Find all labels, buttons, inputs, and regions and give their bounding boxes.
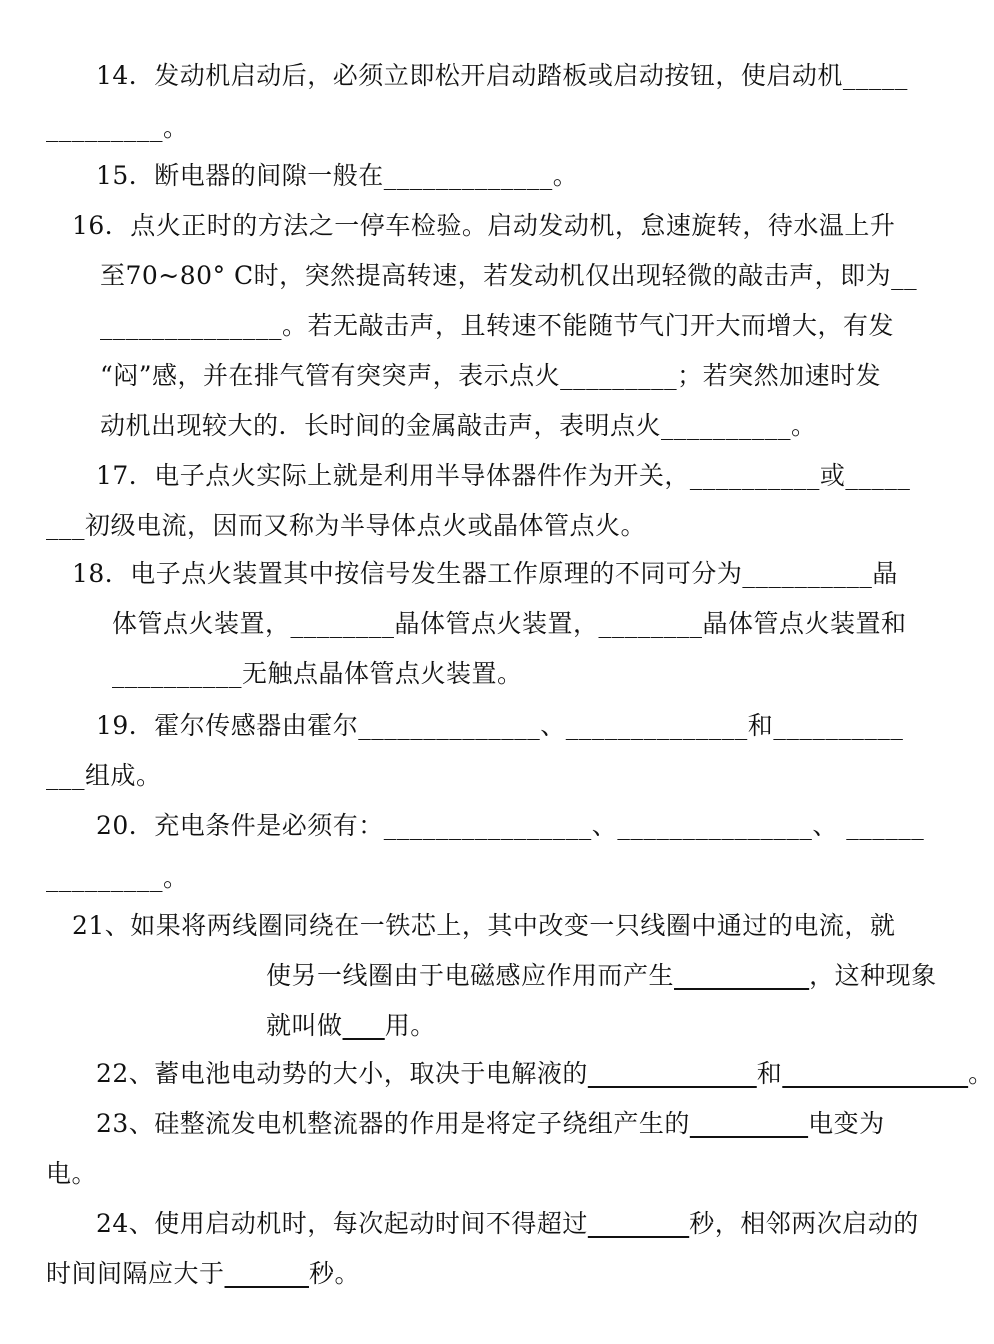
q23-text-a: 23、硅整流发电机整流器的作用是将定子绕组产生的 [96, 1109, 690, 1138]
q16-line2: 至70~80° C时，突然提高转速，若发动机仅出现轻微的敲击声，即为__ [100, 261, 918, 290]
q18-line1: 18．电子点火装置其中按信号发生器工作原理的不同可分为__________晶 [72, 559, 898, 588]
q21-text-d: 用。 [384, 1011, 436, 1040]
q22-text-b: 和 [756, 1059, 783, 1088]
q24-blank-1[interactable] [588, 1209, 689, 1238]
q16-line3: ______________。若无敲击声，且转速不能随节气门开大而增大，有发 [100, 311, 895, 340]
q22-blank-1[interactable] [588, 1059, 757, 1088]
q22-line1 [96, 1058, 994, 1090]
q24-line1 [96, 1208, 919, 1240]
q21-blank-1[interactable] [674, 961, 809, 990]
q24-text-a: 24、使用启动机时，每次起动时间不得超过 [96, 1209, 588, 1238]
q18-line2: 体管点火装置，________晶体管点火装置，________晶体管点火装置和 [112, 609, 907, 638]
q14-line2: _________。 [46, 113, 189, 142]
q22-text-a: 22、蓄电池电动势的大小，取决于电解液的 [96, 1059, 588, 1088]
q16-line1: 16．点火正时的方法之一停车检验。启动发动机，怠速旋转，待水温上升 [72, 211, 896, 240]
q18-line3: __________无触点晶体管点火装置。 [112, 659, 523, 688]
q17-line2: ___初级电流，因而又称为半导体点火或晶体管点火。 [46, 511, 647, 540]
q24-line2 [46, 1258, 360, 1290]
q24-text-c: 时间间隔应大于 [46, 1259, 225, 1288]
q16-line4: “闷”感，并在排气管有突突声，表示点火_________；若突然加速时发 [100, 361, 882, 390]
q19-line1: 19．霍尔传感器由霍尔______________、______________和__________ [96, 711, 904, 740]
q16-line5: 动机出现较大的．长时间的金属敲击声，表明点火__________。 [100, 411, 817, 440]
q21-blank-2[interactable] [343, 1011, 385, 1040]
q24-blank-2[interactable] [225, 1259, 309, 1288]
q15-line1: 15．断电器的间隙一般在_____________。 [96, 161, 579, 190]
q21-line2 [266, 960, 937, 992]
q21-line3 [266, 1010, 436, 1042]
q23-text-b: 电变为 [808, 1109, 885, 1138]
q22-text-c: 。 [968, 1059, 994, 1088]
q21-text-b: ，这种现象 [809, 961, 937, 990]
q24-text-b: 秒，相邻两次启动的 [689, 1209, 919, 1238]
q21-line1: 21、如果将两线圈同绕在一铁芯上，其中改变一只线圈中通过的电流，就 [72, 911, 896, 940]
q22-blank-2[interactable] [782, 1059, 968, 1088]
q21-text-c: 就叫做 [266, 1011, 343, 1040]
q20-line1: 20．充电条件是必须有：________________、_______________、 ______ [96, 811, 925, 840]
q23-line2: 电。 [46, 1159, 98, 1188]
q17-line1: 17．电子点火实际上就是利用半导体器件作为开关，__________或_____ [96, 461, 911, 490]
q23-line1 [96, 1108, 885, 1140]
q24-text-d: 秒。 [308, 1259, 360, 1288]
q23-blank-1[interactable] [690, 1109, 808, 1138]
q20-line2: _________。 [46, 863, 189, 892]
q21-text-a: 使另一线圈由于电磁感应作用而产生 [266, 961, 675, 990]
q14-line1: 14．发动机启动后，必须立即松开启动踏板或启动按钮，使启动机_____ [96, 61, 908, 90]
q19-line2: ___组成。 [46, 761, 162, 790]
